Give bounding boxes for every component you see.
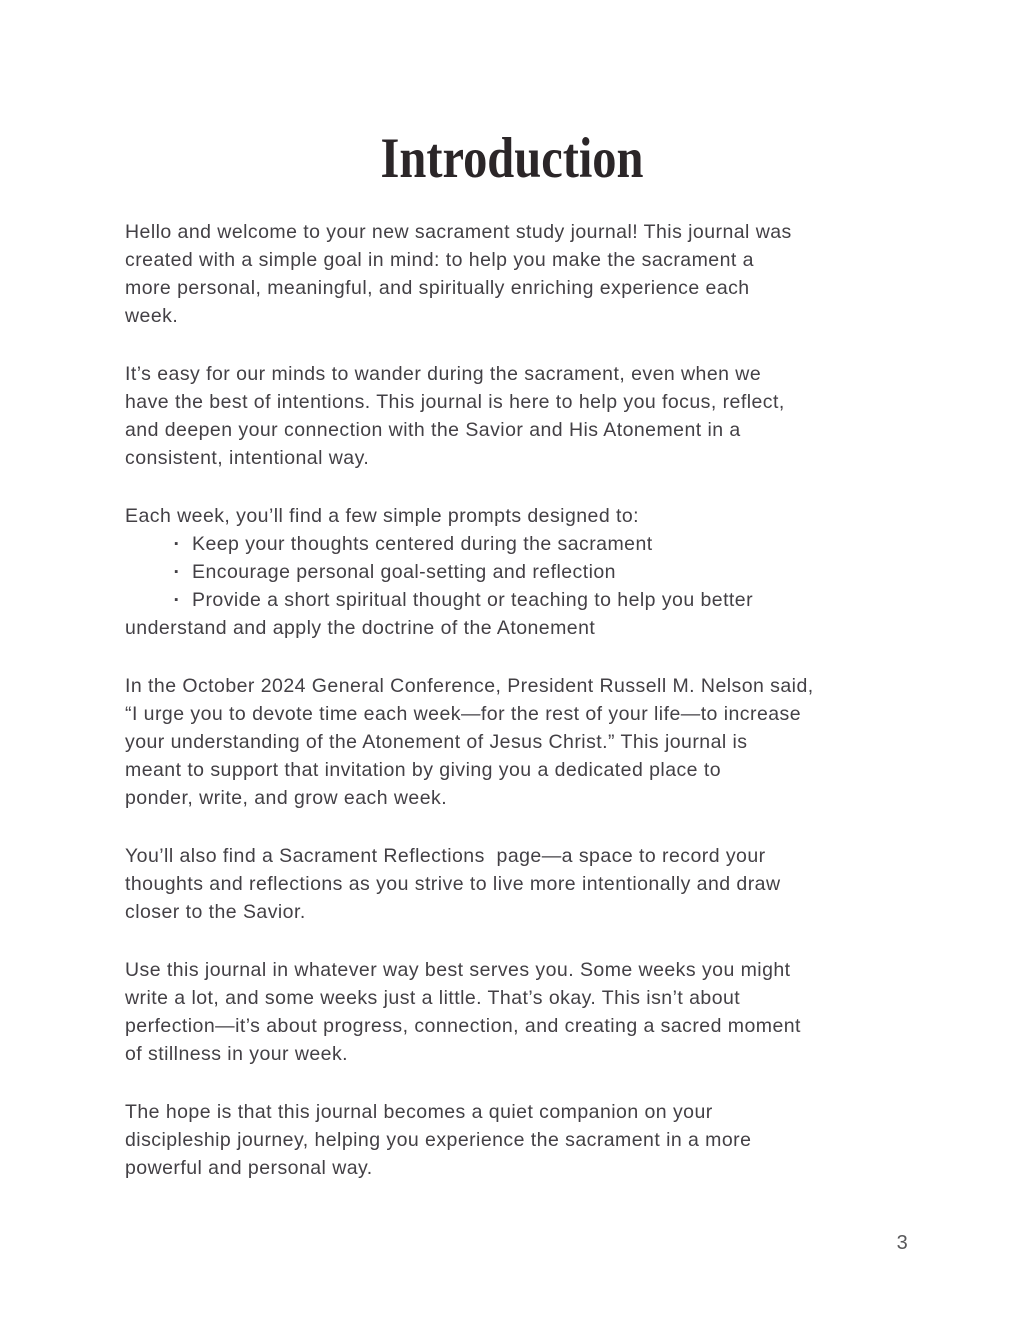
page-number: 3 xyxy=(896,1232,908,1254)
text-line: consistent, intentional way. xyxy=(125,447,370,469)
paragraph xyxy=(125,842,915,926)
text-line: created with a simple goal in mind: to help you make the sacrament a xyxy=(125,249,754,271)
bullet-icon: · xyxy=(173,533,181,555)
bullet-line: · Encourage personal goal-setting and reflection xyxy=(125,558,915,586)
bullet-icon: · xyxy=(173,589,181,611)
text-line: Hello and welcome to your new sacrament study journal! This journal was xyxy=(125,221,792,243)
text-line: You’ll also find a Sacrament Reflections page—a space to record your xyxy=(125,845,766,867)
page-title: Introduction xyxy=(380,127,644,190)
text-line: more personal, meaningful, and spiritually enriching experience each xyxy=(125,277,750,299)
text-line: Use this journal in whatever way best serves you. Some weeks you might xyxy=(125,959,791,981)
text-line: perfection—it’s about progress, connection, and creating a sacred moment xyxy=(125,1015,801,1037)
paragraph xyxy=(125,218,915,330)
paragraph xyxy=(125,360,915,472)
text-line: In the October 2024 General Conference, President Russell M. Nelson said, xyxy=(125,675,814,697)
paragraph xyxy=(125,1098,915,1182)
text-line: meant to support that invitation by giving you a dedicated place to xyxy=(125,759,722,781)
paragraph xyxy=(125,502,915,642)
text-line: closer to the Savior. xyxy=(125,901,306,923)
text-line: and deepen your connection with the Savior and His Atonement in a xyxy=(125,419,741,441)
text-line: Each week, you’ll find a few simple prompts designed to: xyxy=(125,505,640,527)
text-line: powerful and personal way. xyxy=(125,1157,373,1179)
text-line: understand and apply the doctrine of the Atonement xyxy=(125,617,596,639)
paragraph xyxy=(125,956,915,1068)
text-line: The hope is that this journal becomes a quiet companion on your xyxy=(125,1101,713,1123)
text-line: your understanding of the Atonement of Jesus Christ.” This journal is xyxy=(125,731,748,753)
paragraph xyxy=(125,672,915,812)
text-line: have the best of intentions. This journal is here to help you focus, reflect, xyxy=(125,391,785,413)
body-text xyxy=(125,218,915,1212)
text-line: “I urge you to devote time each week—for the rest of your life—to increase xyxy=(125,703,802,725)
text-line: discipleship journey, helping you experience the sacrament in a more xyxy=(125,1129,752,1151)
text-line: thoughts and reflections as you strive to live more intentionally and draw xyxy=(125,873,781,895)
bullet-line: · Keep your thoughts centered during the sacrament xyxy=(125,530,915,558)
text-line: write a lot, and some weeks just a little. That’s okay. This isn’t about xyxy=(125,987,741,1009)
text-line: week. xyxy=(125,305,179,327)
text-line: ponder, write, and grow each week. xyxy=(125,787,448,809)
text-line: of stillness in your week. xyxy=(125,1043,349,1065)
bullet-line: · Provide a short spiritual thought or teaching to help you better xyxy=(125,586,915,614)
bullet-icon: · xyxy=(173,561,181,583)
text-line: It’s easy for our minds to wander during the sacrament, even when we xyxy=(125,363,762,385)
